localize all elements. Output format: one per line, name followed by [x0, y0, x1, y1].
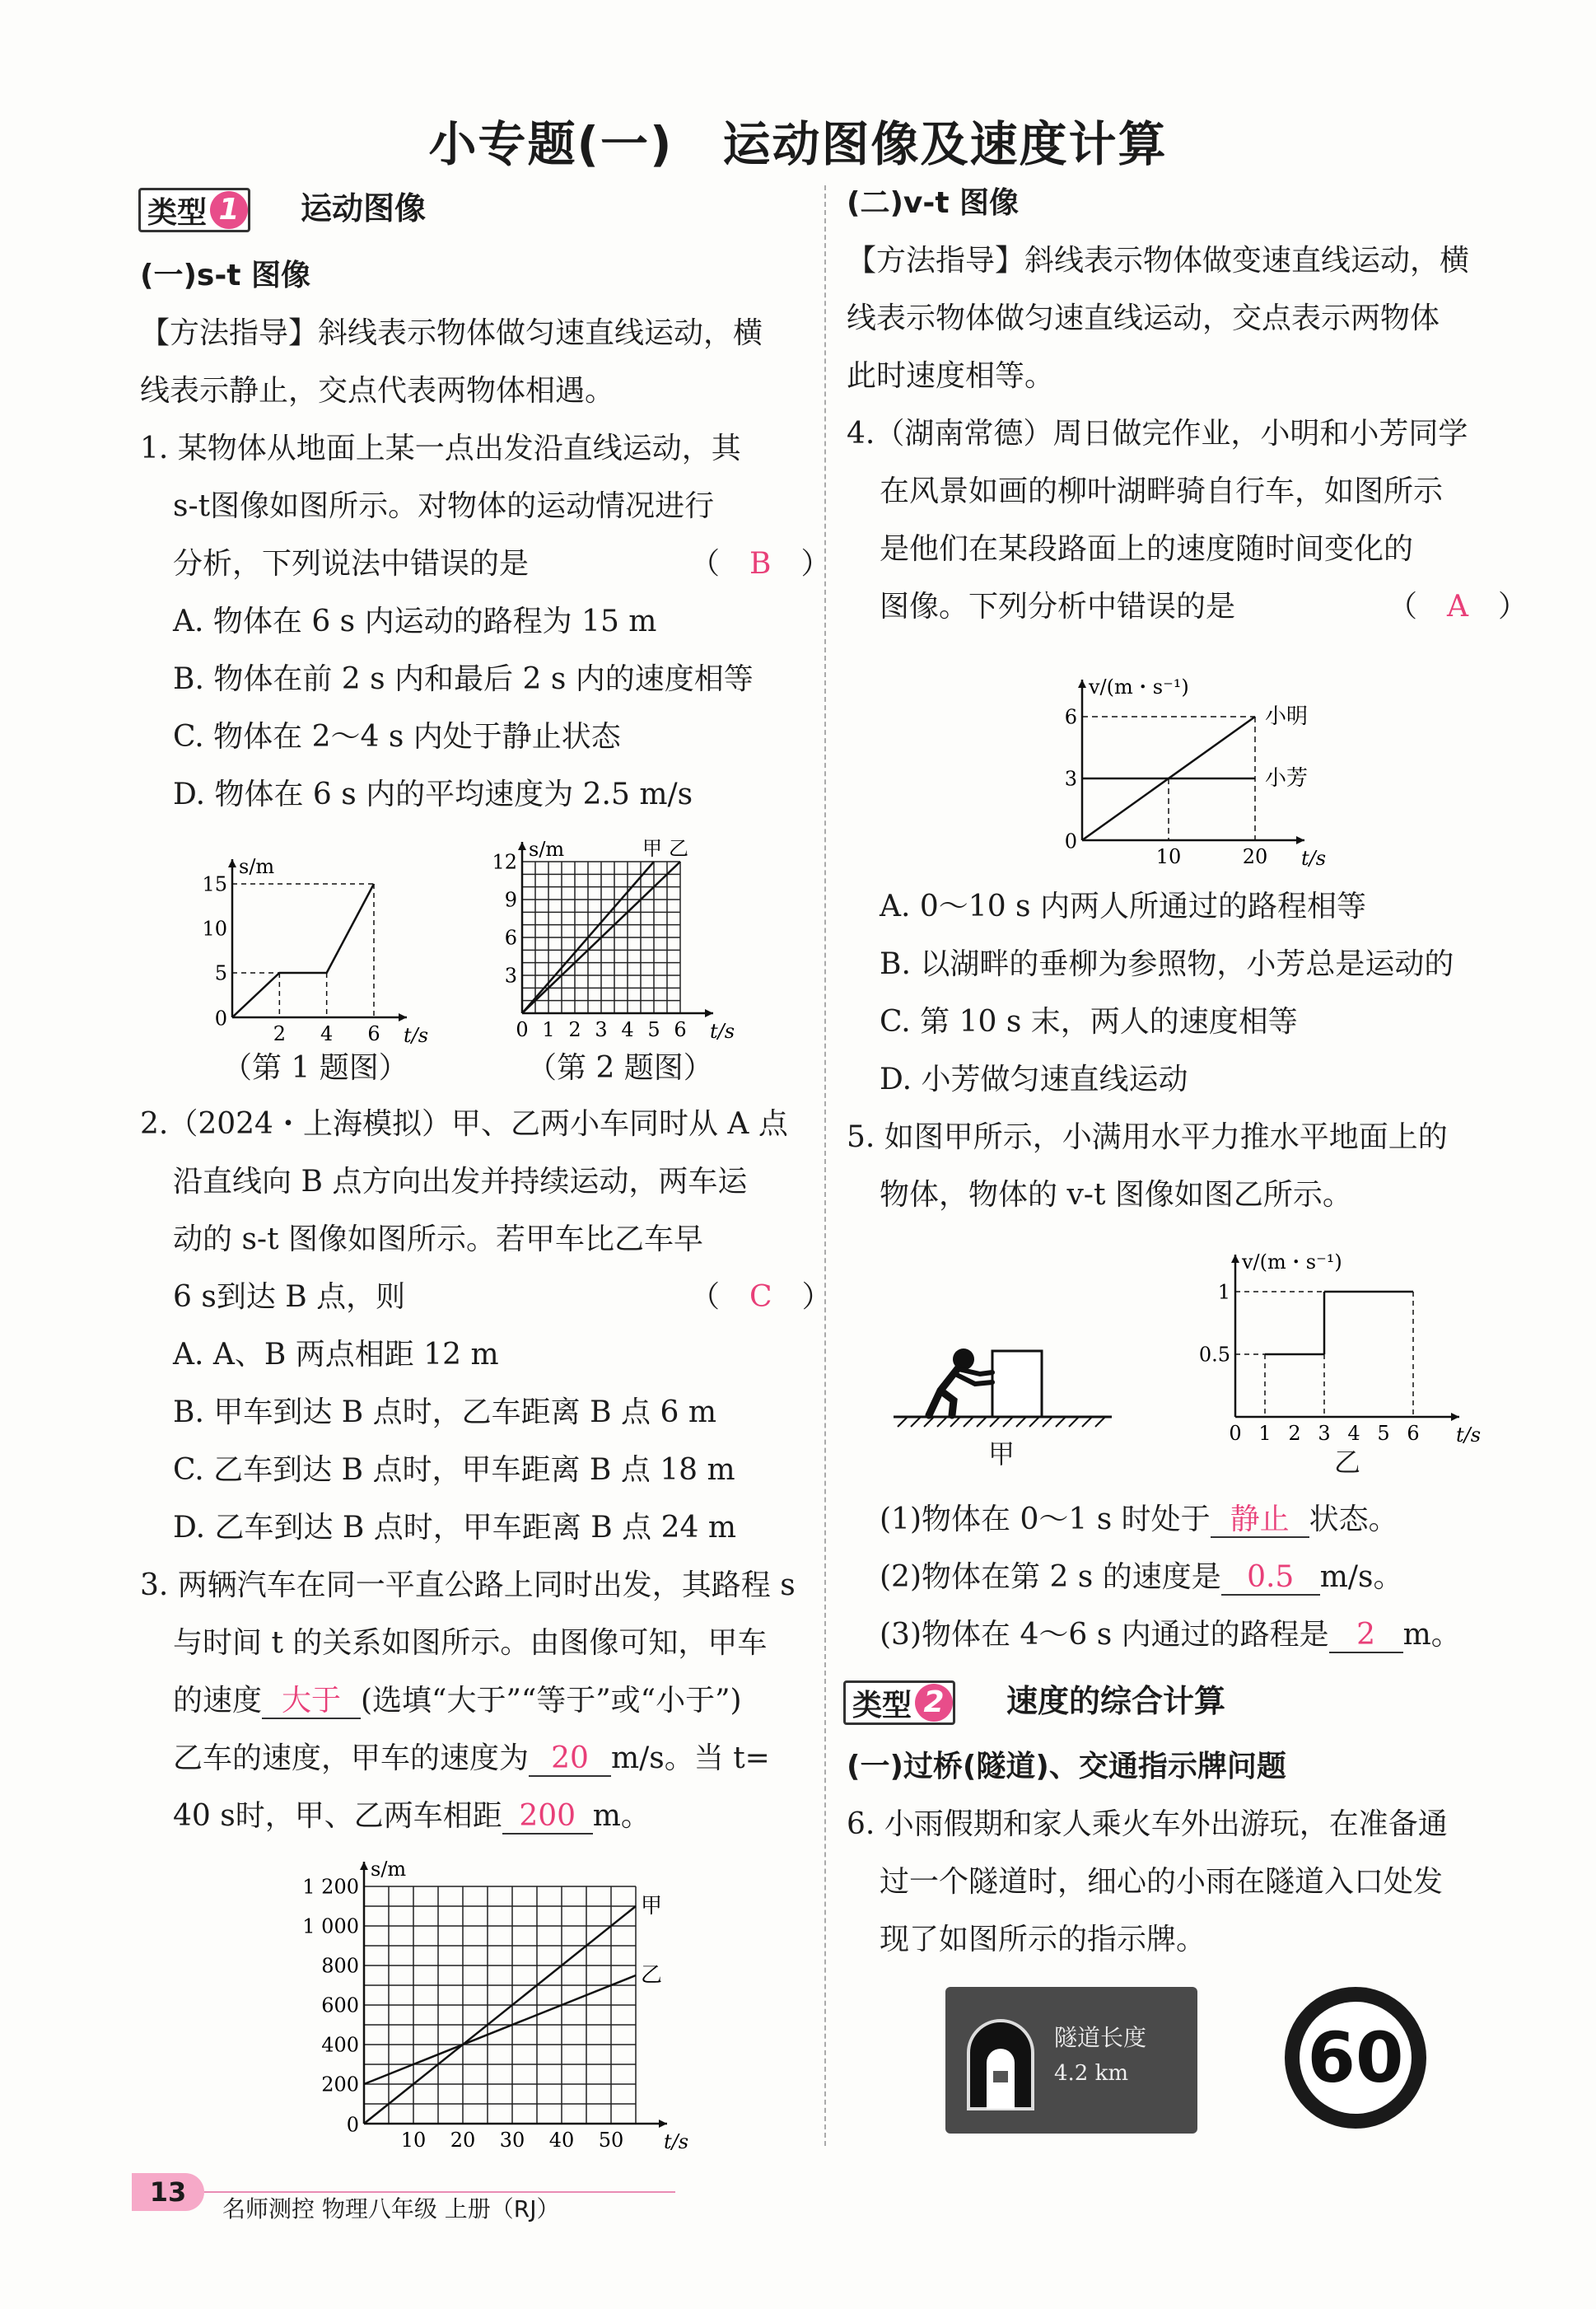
q5-fig-jia-label: 甲 [988, 1438, 1015, 1470]
y-tick-label: 6 [1064, 705, 1077, 729]
q3-blank-3[interactable]: 200 [502, 1800, 593, 1835]
origin-label: 0 [346, 2113, 359, 2137]
y-tick-label: 3 [1064, 767, 1077, 791]
q5-line-a: 5. 如图甲所示，小满用水平力推水平地面上的 [847, 1120, 1448, 1154]
q4-chart [1046, 647, 1392, 877]
y-tick-label: 5 [214, 961, 227, 985]
x-tick-label: 4 [1347, 1422, 1360, 1445]
q5-chart [1186, 1227, 1499, 1450]
series-label-乙: 乙 [669, 837, 688, 860]
x-tick-label: 0 [516, 1018, 529, 1041]
q3-text-e2: m。 [592, 1799, 651, 1833]
box [992, 1351, 1042, 1417]
x-tick-label: 5 [1377, 1422, 1390, 1445]
x-tick-label: 3 [595, 1018, 608, 1041]
footer-text: 名师测控 物理八年级 上册（RJ） [222, 2195, 560, 2223]
method1-line-a: 【方法指导】斜线表示物体做匀速直线运动，横 [140, 316, 763, 350]
q3-line-b: 与时间 t 的关系如图所示。由图像可知，甲车 [173, 1626, 768, 1660]
y-axis-label: v/(m・s⁻¹) [1089, 675, 1189, 699]
q3-line-c [173, 1672, 742, 1730]
y-tick-label: 3 [504, 964, 517, 988]
q1-chart [198, 832, 445, 1046]
x-tick-label: 3 [1318, 1422, 1331, 1445]
y-axis-label: v/(m・s⁻¹) [1242, 1250, 1342, 1274]
pushing-person [929, 1348, 992, 1415]
y-tick-label: 15 [202, 872, 227, 896]
q1-option-b: B. 物体在前 2 s 内和最后 2 s 内的速度相等 [173, 662, 754, 696]
type2-label: 类型 [852, 1688, 912, 1722]
y-tick-label: 9 [504, 888, 517, 912]
y-tick-label: 800 [321, 1954, 359, 1978]
x-tick-label: 2 [1288, 1422, 1301, 1445]
series-label-小明: 小明 [1265, 704, 1309, 729]
q1-option-a: A. 物体在 6 s 内运动的路程为 15 m [173, 605, 657, 638]
type1-title: 运动图像 [301, 190, 427, 227]
x-axis-arrow [1451, 1413, 1459, 1421]
x-tick-label: 10 [400, 2129, 427, 2152]
q4-answer: （ A ） [1388, 590, 1528, 624]
q5-sub1-text-b: 状态。 [1309, 1503, 1398, 1536]
q5-blank-3[interactable]: 2 [1329, 1619, 1403, 1653]
q2-line-b: 沿直线向 B 点方向出发并持续运动，两车运 [173, 1165, 748, 1199]
x-tick-label: 1 [1258, 1422, 1272, 1445]
q5-sub3-text-a: (3)物体在 4～6 s 内通过的路程是 [880, 1618, 1329, 1652]
q3-blank-1[interactable]: 大于 [262, 1685, 361, 1719]
q1-line-b: s-t图像如图所示。对物体的运动情况进行 [173, 489, 715, 523]
series-label-甲: 甲 [642, 837, 662, 860]
y-tick-label: 6 [504, 926, 517, 950]
q4-option-d: D. 小芳做匀速直线运动 [880, 1063, 1188, 1096]
q1-figure-caption: （第 1 题图） [222, 1051, 408, 1085]
q4-line-b: 在风景如画的柳叶湖畔骑自行车，如图所示 [880, 474, 1444, 508]
q3-line-d [173, 1730, 770, 1788]
q6-line-b: 过一个隧道时，细心的小雨在隧道入口处发 [880, 1865, 1444, 1899]
y-axis-label: s/m [529, 837, 565, 861]
q3-line-a: 3. 两辆汽车在同一平直公路上同时出发，其路程 s [140, 1568, 796, 1602]
method2-line-a: 【方法指导】斜线表示物体做变速直线运动，横 [847, 244, 1470, 278]
q2-option-a: A. A、B 两点相距 12 m [173, 1338, 499, 1372]
y-tick-label: 1 200 [302, 1875, 359, 1899]
q1-answer: （ B ） [690, 547, 831, 581]
x-tick-label: 6 [674, 1018, 687, 1041]
method2-line-b: 线表示物体做匀速直线运动，交点表示两物体 [847, 301, 1440, 335]
y-tick-label: 1 000 [302, 1914, 359, 1938]
q2-option-b: B. 甲车到达 B 点时，乙车距离 B 点 6 m [173, 1395, 716, 1429]
series-label-小芳: 小芳 [1265, 766, 1309, 791]
x-tick-label: 40 [548, 2129, 575, 2152]
q3-blank-2[interactable]: 20 [529, 1742, 611, 1777]
series-label-乙: 乙 [641, 1963, 663, 1988]
q5-push-figure [889, 1334, 1120, 1433]
q6-line-a: 6. 小雨假期和家人乘火车外出游玩，在准备通 [847, 1807, 1448, 1841]
q2-line-c: 动的 s-t 图像如图所示。若甲车比乙车早 [173, 1222, 703, 1256]
type1-tag [138, 188, 250, 232]
q5-sub3-text-b: m。 [1402, 1618, 1461, 1652]
y-axis-label: s/m [239, 854, 275, 878]
x-tick-label: 6 [367, 1022, 380, 1045]
q2-answer-value: C [749, 1280, 772, 1314]
q5-sub2-text-b: m/s。 [1319, 1560, 1403, 1594]
x-tick-label: 20 [450, 2129, 476, 2152]
series-line-甲 [364, 1906, 636, 2124]
q5-sub2 [880, 1549, 1402, 1606]
q1-line-c: 分析，下列说法中错误的是 [173, 547, 530, 581]
y-axis-arrow [1231, 1255, 1239, 1263]
sub3-heading: (一)过桥(隧道)、交通指示牌问题 [847, 1750, 1286, 1783]
origin-label: 0 [214, 1007, 227, 1031]
y-tick-label: 400 [321, 2033, 359, 2057]
sub2-heading: (二)v-t 图像 [847, 186, 1020, 220]
method1-line-b: 线表示静止，交点代表两物体相遇。 [140, 374, 615, 408]
q3-text-d1: 乙车的速度，甲车的速度为 [173, 1741, 530, 1775]
y-axis-arrow [518, 842, 526, 850]
x-tick-label: 4 [621, 1018, 634, 1041]
q3-chart [302, 1853, 692, 2158]
page-number: 13 [132, 2173, 204, 2211]
y-tick-label: 1 [1217, 1280, 1230, 1304]
speed-limit-sign [1285, 1987, 1426, 2129]
q3-text-c1: 的速度 [173, 1684, 263, 1718]
x-tick-label: 1 [542, 1018, 555, 1041]
sub1-heading: (一)s-t 图像 [140, 259, 311, 292]
q4-line-c: 是他们在某段路面上的速度随时间变化的 [880, 532, 1414, 566]
q6-line-c: 现了如图所示的指示牌。 [880, 1923, 1206, 1956]
y-tick-label: 600 [321, 1993, 359, 2017]
series-line-乙 [364, 1975, 636, 2084]
tunnel-sign-value: 4.2 km [1054, 2061, 1129, 2086]
q4-answer-value: A [1447, 590, 1469, 624]
q2-line-d: 6 s到达 B 点，则 [173, 1280, 406, 1314]
x-axis-label: t/s [664, 2130, 689, 2153]
x-axis-arrow [1296, 836, 1304, 844]
method2-line-c: 此时速度相等。 [847, 359, 1055, 393]
column-divider [824, 185, 826, 2146]
q5-sub3 [880, 1606, 1461, 1664]
tunnel-icon [962, 2012, 1040, 2110]
q3-text-e1: 40 s时，甲、乙两车相距 [173, 1799, 502, 1833]
x-tick-label: 0 [1229, 1422, 1242, 1445]
q2-option-d: D. 乙车到达 B 点时，甲车距离 B 点 24 m [173, 1511, 736, 1545]
type2-num: 2 [915, 1684, 953, 1722]
q5-fig-yi-label: 乙 [1334, 1447, 1361, 1478]
page-title: 小专题(一) 运动图像及速度计算 [428, 116, 1168, 172]
q3-text-d2: m/s。当 t= [611, 1741, 770, 1775]
origin-label: 0 [1064, 830, 1077, 853]
q4-option-b: B. 以湖畔的垂柳为参照物，小芳总是运动的 [880, 947, 1454, 981]
y-tick-label: 200 [321, 2073, 359, 2096]
x-tick-label: 10 [1155, 845, 1182, 868]
x-axis-arrow [705, 1009, 713, 1017]
x-axis-label: t/s [1301, 847, 1327, 870]
y-tick-label: 12 [492, 850, 517, 874]
y-tick-label: 10 [202, 917, 227, 941]
q2-chart [478, 828, 741, 1046]
q4-line-d: 图像。下列分析中错误的是 [880, 590, 1236, 624]
q4-line-a: 4.（湖南常德）周日做完作业，小明和小芳同学 [847, 417, 1468, 451]
y-axis-arrow [228, 859, 236, 867]
q5-blank-1[interactable]: 静止 [1211, 1503, 1309, 1538]
type2-tag [843, 1680, 955, 1725]
q4-option-c: C. 第 10 s 末，两人的速度相等 [880, 1005, 1298, 1039]
y-axis-arrow [360, 1862, 368, 1870]
y-axis-arrow [1078, 680, 1086, 688]
q5-line-b: 物体，物体的 v-t 图像如图乙所示。 [880, 1178, 1352, 1212]
x-tick-label: 4 [320, 1022, 334, 1045]
q2-option-c: C. 乙车到达 B 点时，甲车距离 B 点 18 m [173, 1453, 735, 1487]
y-axis-label: s/m [371, 1857, 407, 1881]
tunnel-sign [945, 1987, 1197, 2134]
x-axis-label: t/s [1456, 1423, 1482, 1447]
q1-answer-value: B [749, 547, 772, 581]
x-tick-label: 30 [499, 2129, 525, 2152]
q2-answer: （ C ） [690, 1280, 832, 1314]
type1-num: 1 [210, 191, 248, 229]
q1-option-d: D. 物体在 6 s 内的平均速度为 2.5 m/s [173, 778, 693, 811]
q2-figure-caption: （第 2 题图） [527, 1051, 713, 1085]
x-tick-label: 6 [1407, 1422, 1420, 1445]
x-axis-arrow [659, 2120, 667, 2128]
x-axis-label: t/s [710, 1020, 735, 1043]
q3-text-c2: (选填“大于”“等于”或“小于”) [361, 1684, 742, 1718]
q4-option-a: A. 0～10 s 内两人所通过的路程相等 [880, 890, 1366, 923]
x-axis-arrow [399, 1013, 407, 1021]
tunnel-sign-label: 隧道长度 [1054, 2024, 1147, 2051]
x-tick-label: 5 [647, 1018, 660, 1041]
x-tick-label: 50 [598, 2129, 624, 2152]
q5-sub1 [880, 1491, 1398, 1549]
series-line-object [232, 884, 374, 1017]
q3-line-e [173, 1788, 651, 1845]
speed-limit-value: 60 [1307, 2017, 1404, 2098]
q1-option-c: C. 物体在 2～4 s 内处于静止状态 [173, 720, 621, 754]
x-tick-label: 2 [273, 1022, 286, 1045]
q5-sub2-text-a: (2)物体在第 2 s 的速度是 [880, 1560, 1221, 1594]
x-tick-label: 2 [568, 1018, 581, 1041]
type2-title: 速度的综合计算 [1006, 1683, 1226, 1719]
q2-line-a: 2.（2024・上海模拟）甲、乙两小车同时从 A 点 [140, 1107, 788, 1141]
series-label-甲: 甲 [641, 1894, 663, 1919]
y-tick-label: 0.5 [1198, 1343, 1230, 1367]
q5-blank-2[interactable]: 0.5 [1221, 1561, 1320, 1596]
q1-line-a: 1. 某物体从地面上某一点出发沿直线运动，其 [140, 432, 741, 465]
type1-label: 类型 [147, 195, 208, 230]
q5-sub1-text-a: (1)物体在 0～1 s 时处于 [880, 1503, 1211, 1536]
x-tick-label: 20 [1242, 845, 1268, 868]
x-axis-label: t/s [404, 1024, 429, 1047]
